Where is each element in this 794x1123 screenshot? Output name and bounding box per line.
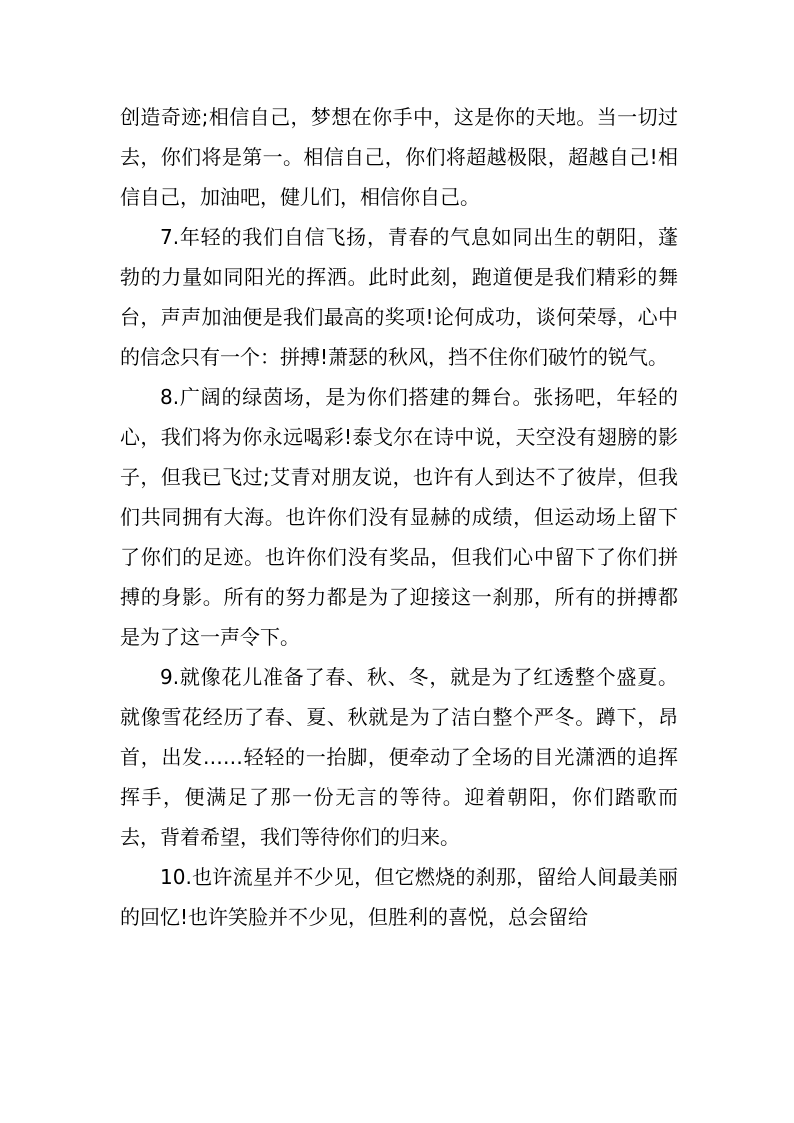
document-body <box>120 97 678 937</box>
paragraph-10: 10.也许流星并不少见，但它燃烧的刹那，留给人间最美丽的回忆!也许笑脸并不少见，但胜利的喜悦，总会留给 <box>120 865 678 929</box>
paragraph-7: 7.年轻的我们自信飞扬，青春的气息如同出生的朝阳，蓬勃的力量如同阳光的挥洒。此时此刻，跑道便是我们精彩的舞台，声声加油便是我们最高的奖项!论何成功，谈何荣辱，心中的信念只有一个：拼搏!萧瑟的秋风，挡不住你们破竹的锐气。 <box>120 225 678 369</box>
paragraph-9: 9.就像花儿准备了春、秋、冬，就是为了红透整个盛夏。就像雪花经历了春、夏、秋就是为了洁白整个严冬。蹲下，昂首，出发……轻轻的一抬脚，便牵动了全场的目光潇洒的追挥挥手，便满足了那一份无言的等待。迎着朝阳，你们踏歌而去，背着希望，我们等待你们的归来。 <box>120 665 678 849</box>
paragraph-8: 8.广阔的绿茵场，是为你们搭建的舞台。张扬吧，年轻的心，我们将为你永远喝彩!泰戈尔在诗中说，天空没有翅膀的影子，但我已飞过;艾青对朋友说，也许有人到达不了彼岸，但我们共同拥有大海。也许你们没有显赫的成绩，但运动场上留下了你们的足迹。也许你们没有奖品，但我们心中留下了你们拼搏的身影。所有的努力都是为了迎接这一刹那，所有的拼搏都是为了这一声令下。 <box>120 385 678 649</box>
paragraph-continuation: 创造奇迹;相信自己，梦想在你手中，这是你的天地。当一切过去，你们将是第一。相信自己，你们将超越极限，超越自己!相信自己，加油吧，健儿们，相信你自己。 <box>120 105 678 209</box>
